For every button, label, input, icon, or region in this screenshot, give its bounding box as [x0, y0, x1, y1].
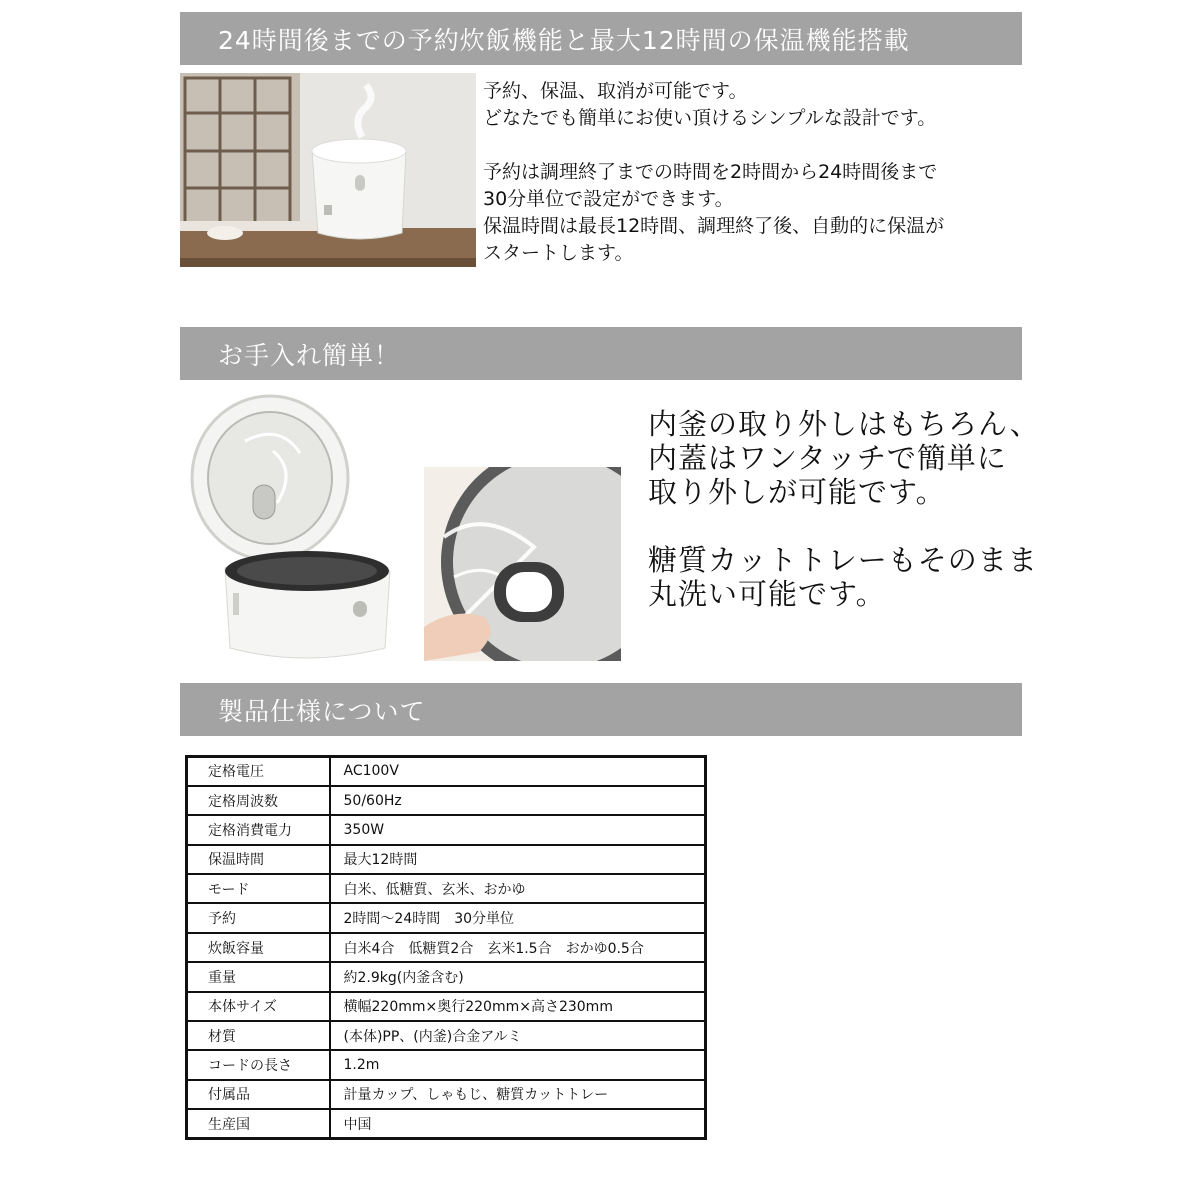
spec-label: 定格電圧	[187, 757, 330, 786]
table-row	[187, 992, 706, 1021]
table-row	[187, 815, 706, 844]
spec-label: 保温時間	[187, 845, 330, 874]
spec-value: (本体)PP、(内釜)合金アルミ	[330, 1021, 706, 1050]
spec-label: 重量	[187, 962, 330, 991]
spec-label: 炊飯容量	[187, 933, 330, 962]
spec-value: 1.2m	[330, 1050, 706, 1079]
care-section-banner: お手入れ簡単！	[180, 327, 1022, 380]
spec-value: 横幅220mm×奥行220mm×高さ230mm	[330, 992, 706, 1021]
table-row	[187, 962, 706, 991]
table-row	[187, 874, 706, 903]
spec-label: 生産国	[187, 1109, 330, 1138]
spec-value: 白米、低糖質、玄米、おかゆ	[330, 874, 706, 903]
table-row	[187, 845, 706, 874]
spec-label: モード	[187, 874, 330, 903]
spec-value: 50/60Hz	[330, 786, 706, 815]
timer-section-banner: 24時間後までの予約炊飯機能と最大12時間の保温機能搭載	[180, 12, 1022, 65]
specs-section-banner: 製品仕様について	[180, 683, 1022, 736]
spec-value: 白米4合 低糖質2合 玄米1.5合 おかゆ0.5合	[330, 933, 706, 962]
spec-value: 計量カップ、しゃもじ、糖質カットトレー	[330, 1080, 706, 1109]
spec-value: AC100V	[330, 757, 706, 786]
table-row	[187, 1050, 706, 1079]
table-row	[187, 1109, 706, 1138]
spec-label: 材質	[187, 1021, 330, 1050]
table-row	[187, 903, 706, 932]
spec-value: 約2.9kg(内釜含む)	[330, 962, 706, 991]
spec-value: 中国	[330, 1109, 706, 1138]
table-row	[187, 1080, 706, 1109]
spec-label: 予約	[187, 903, 330, 932]
rice-cooker-room-photo	[180, 73, 476, 267]
inner-lid-washing-photo	[424, 467, 621, 661]
spec-label: 定格消費電力	[187, 815, 330, 844]
spec-table	[185, 755, 707, 1140]
spec-label: 本体サイズ	[187, 992, 330, 1021]
spec-value: 最大12時間	[330, 845, 706, 874]
spec-label: 定格周波数	[187, 786, 330, 815]
table-row	[187, 757, 706, 786]
timer-description: 予約、保温、取消が可能です。 どなたでも簡単にお使い頂けるシンプルな設計です。 予約は調理終了までの時間を2時間から24時間後まで 30分単位で設定ができます。 保温時間は最長12時間、調理終了後、自動的に保温が スタートします。	[483, 80, 945, 264]
care-description: 内釜の取り外しはもちろん、 内蓋はワンタッチで簡単に 取り外しが可能です。 糖質カットトレーもそのまま 丸洗い可能です。	[648, 407, 1040, 611]
spec-value: 2時間～24時間 30分単位	[330, 903, 706, 932]
table-row	[187, 933, 706, 962]
spec-label: 付属品	[187, 1080, 330, 1109]
rice-cooker-open-lid-photo	[185, 393, 405, 661]
table-row	[187, 786, 706, 815]
table-row	[187, 1021, 706, 1050]
spec-label: コードの長さ	[187, 1050, 330, 1079]
spec-value: 350W	[330, 815, 706, 844]
